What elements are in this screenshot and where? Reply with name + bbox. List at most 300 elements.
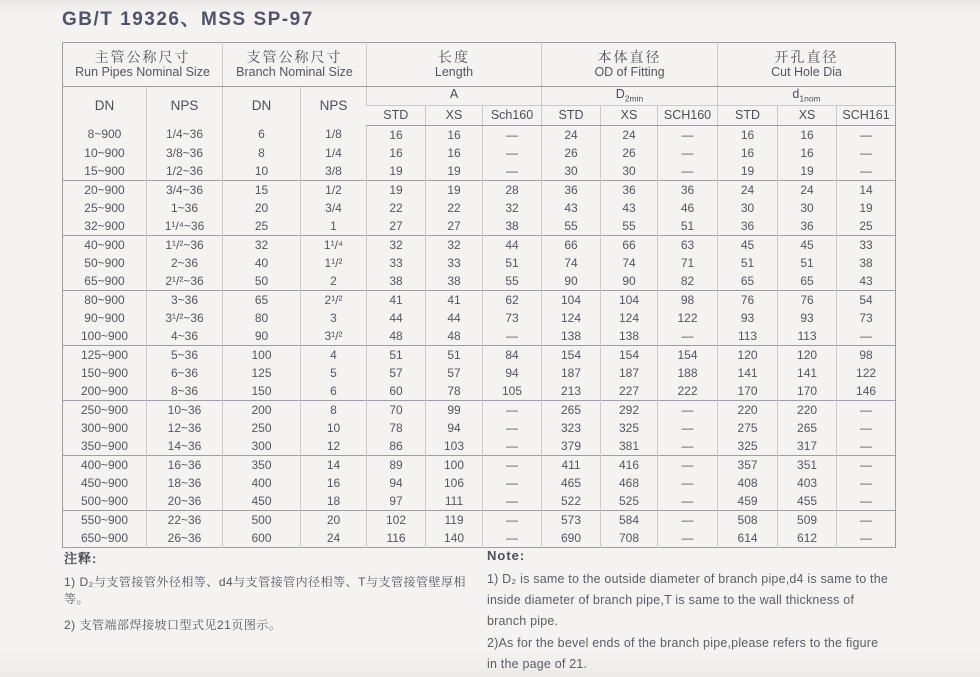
col-header-od-std: STD [542,106,601,126]
table-cell: — [837,474,896,492]
table-cell: 222 [658,382,718,401]
table-cell: 150 [223,382,301,401]
table-row [63,144,896,162]
table-cell: 125~900 [63,346,147,365]
table-cell: 104 [542,291,601,310]
table-cell: 70 [367,401,426,420]
table-row [63,419,896,437]
table-cell: 3¹/² [301,327,367,346]
table-cell: 36 [601,181,658,200]
table-cell: 10~900 [84,145,125,160]
table-cell: 18 [301,492,367,511]
table-cell: 94 [483,364,542,382]
table-cell: 250~900 [63,401,147,420]
table-cell: 403 [778,474,837,492]
table-cell: 113 [778,327,837,346]
table-cell: 10 [301,419,367,437]
table-cell: — [658,419,718,437]
table-cell: 325 [718,437,778,456]
header-cut-hole-en: Cut Hole Dia [771,65,842,80]
table-row [63,401,896,420]
table-cell: 550~900 [63,511,147,530]
table-cell: 119 [426,511,483,530]
col-header-cut-std: STD [718,106,778,126]
table-cell: 15 [223,181,301,200]
table-cell: 416 [601,456,658,475]
table-cell: 76 [778,291,837,310]
table-cell: 51 [426,346,483,365]
table-cell: 30 [718,199,778,217]
table-cell: 2¹/²~36 [147,272,223,291]
table-cell: 187 [601,364,658,382]
table-cell: 227 [601,382,658,401]
table-cell: — [483,456,542,475]
table-cell: 30 [601,162,658,181]
notes-chinese [64,548,474,642]
table-cell: 140 [426,529,483,548]
table-row [63,199,896,217]
table-cell: 6 [301,382,367,401]
table-cell: 22 [367,199,426,217]
table-cell: 381 [601,437,658,456]
table-row [63,327,896,346]
table-cell: 45 [778,236,837,255]
table-cell: 170 [778,382,837,401]
table-cell: 1¹/² [301,254,367,272]
table-cell: 74 [601,254,658,272]
table-cell: 124 [601,309,658,327]
table-row [63,236,896,255]
table-cell: 90 [542,272,601,291]
col-header-branch-dn: DN [223,87,301,126]
table-cell: 450 [223,492,301,511]
table-row [63,162,896,181]
table-cell: 213 [542,382,601,401]
table-cell: 1/4 [301,144,367,162]
table-cell: 6 [223,126,301,145]
table-cell: 73 [837,309,896,327]
table-cell: 74 [542,254,601,272]
col-header-od-sch160: SCH160 [658,106,718,126]
table-cell: 5~36 [147,346,223,365]
table-cell: — [483,126,542,145]
table-cell: 16 [367,144,426,162]
table-cell: 32~900 [84,218,125,233]
col-header-branch-nps: NPS [301,87,367,126]
table-cell: 188 [658,364,718,382]
table-cell: 19 [367,162,426,181]
table-cell: 3 [301,309,367,327]
table-cell: 30 [542,162,601,181]
table-cell: 57 [426,364,483,382]
table-cell: 78 [367,419,426,437]
table-cell: 350~900 [80,438,129,453]
table-cell: — [837,529,896,548]
table-cell: 98 [837,346,896,365]
table-cell: 122 [837,364,896,382]
table-cell: 25~900 [84,200,125,215]
header-cut-hole-cn: 开孔直径 [774,48,839,65]
table-row [63,511,896,530]
table-cell: 10~36 [147,401,223,420]
table-cell: 14 [301,456,367,475]
table-cell: 525 [601,492,658,511]
table-cell: 275 [718,419,778,437]
table-cell: 154 [658,346,718,365]
table-cell: 78 [426,382,483,401]
table-cell: 154 [542,346,601,365]
table-cell: 66 [601,236,658,255]
table-row [63,492,896,511]
table-cell: 32 [483,199,542,217]
table-cell: — [483,162,542,181]
table-cell: 36 [718,217,778,236]
table-cell: 6~36 [147,364,223,382]
table-cell: 351 [778,456,837,475]
table-cell: 122 [658,309,718,327]
table-cell: — [658,456,718,475]
table-cell: 522 [542,492,601,511]
table-cell: 25 [837,217,896,236]
header-run-pipes-cn: 主管公称尺寸 [94,48,191,65]
table-cell: 411 [542,456,601,475]
table-cell: 459 [718,492,778,511]
table-cell: 16 [718,126,778,145]
table-cell: 22 [426,199,483,217]
table-cell: 19 [426,162,483,181]
table-row [63,217,896,236]
pipe-dimension-table [62,42,896,548]
table-cell: 94 [426,419,483,437]
table-cell: 100~900 [80,328,129,343]
table-cell: 100 [223,346,301,365]
table-cell: — [837,126,896,145]
col-header-run-dn: DN [94,98,115,114]
header-od-cn: 本体直径 [597,48,662,65]
table-cell: 8 [223,144,301,162]
table-cell: 24 [778,181,837,200]
table-cell: 28 [483,181,542,200]
table-cell: 32 [223,236,301,255]
table-row [63,474,896,492]
table-cell: — [483,474,542,492]
table-cell: 102 [367,511,426,530]
table-cell: — [483,327,542,346]
table-row [63,437,896,456]
table-cell: 24 [301,529,367,548]
table-cell: — [658,511,718,530]
table-cell: 73 [483,309,542,327]
table-cell: 104 [601,291,658,310]
table-cell: 10 [223,162,301,181]
table-cell: 97 [367,492,426,511]
table-row [63,126,896,145]
table-cell: 150~900 [80,365,129,380]
table-cell: 24 [718,181,778,200]
table-cell: — [483,401,542,420]
table-cell: 455 [778,492,837,511]
table-cell: 32 [426,236,483,255]
table-cell: 265 [778,419,837,437]
table-cell: 3/8~36 [147,144,223,162]
table-cell: 24 [601,126,658,145]
table-row [63,529,896,548]
table-cell: 62 [483,291,542,310]
table-cell: 1 [301,217,367,236]
table-cell: 379 [542,437,601,456]
table-row [63,309,896,327]
table-cell: 16 [778,126,837,145]
table-cell: 19 [718,162,778,181]
table-cell: 38 [367,272,426,291]
table-cell: 33 [837,236,896,255]
header-run-pipes [63,43,223,87]
table-cell: 14~36 [147,437,223,456]
table-cell: 170 [718,382,778,401]
table-cell: 98 [658,291,718,310]
table-cell: 124 [542,309,601,327]
table-cell: 200 [223,401,301,420]
table-cell: 27 [367,217,426,236]
table-cell: 45 [718,236,778,255]
table-cell: — [837,327,896,346]
table-cell: — [483,529,542,548]
table-cell: 38 [837,254,896,272]
table-cell: — [483,144,542,162]
table-cell: 1~36 [147,199,223,217]
header-branch-en: Branch Nominal Size [236,65,353,80]
table-cell: 90 [601,272,658,291]
table-cell: 16 [778,144,837,162]
table-cell: 44 [367,309,426,327]
table-cell: 187 [542,364,601,382]
table-cell: 1¹/⁴ [301,236,367,255]
table-cell: 465 [542,474,601,492]
table-cell: 141 [778,364,837,382]
table-cell: 265 [542,401,601,420]
table-cell: 30 [778,199,837,217]
table-cell: 19 [837,199,896,217]
table-cell: 4~36 [147,327,223,346]
table-cell: 63 [658,236,718,255]
table-row [63,456,896,475]
table-cell: 292 [601,401,658,420]
table-cell: 33 [367,254,426,272]
table-cell: 82 [658,272,718,291]
table-cell: 25 [223,217,301,236]
table-cell: — [658,126,718,145]
table-cell: 38 [426,272,483,291]
table-cell: 20~36 [147,492,223,511]
table-cell: 3/4 [301,199,367,217]
table-cell: 54 [837,291,896,310]
table-cell: 12 [301,437,367,456]
table-cell: 500~900 [80,493,129,508]
table-cell: — [483,437,542,456]
table-cell: 14 [837,181,896,200]
table-cell: 89 [367,456,426,475]
notes-english-item-1: 1) D₂ is same to the outside diameter of branch pipe,d4 is same to the inside diameter of branch pipe,T is same to the wall thickness of branch pipe. [487,572,888,628]
table-cell: 55 [483,272,542,291]
col-header-length-sch160: Sch160 [483,106,542,126]
table-cell: 3~36 [147,291,223,310]
header-branch-cn: 支管公称尺寸 [246,48,343,65]
table-cell: 44 [483,236,542,255]
table-cell: — [837,144,896,162]
table-cell: 508 [718,511,778,530]
table-cell: 300~900 [80,420,129,435]
table-cell: 300 [223,437,301,456]
table-cell: 357 [718,456,778,475]
table-cell: 15~900 [84,163,125,178]
table-cell: 317 [778,437,837,456]
symbol-header-a: A [367,87,542,106]
table-cell: 1/2~36 [147,162,223,181]
table-cell: 48 [367,327,426,346]
table-cell: 32 [367,236,426,255]
table-cell: 43 [601,199,658,217]
table-cell: 3/4~36 [147,181,223,200]
table-cell: 93 [778,309,837,327]
notes-english [487,548,889,676]
col-header-length-std: STD [367,106,426,126]
table-cell: 105 [483,382,542,401]
header-group-row [63,43,896,87]
table-cell: 51 [718,254,778,272]
table-cell: 8~900 [87,127,122,142]
table-cell: 20 [223,199,301,217]
table-cell: 8~36 [147,382,223,401]
table-cell: — [658,437,718,456]
table-cell: 5 [301,364,367,382]
table-cell: 120 [718,346,778,365]
table-cell: 65 [778,272,837,291]
table-cell: 16 [426,144,483,162]
table-cell: 120 [778,346,837,365]
table-cell: 55 [542,217,601,236]
table-cell: — [837,511,896,530]
table-cell: — [483,492,542,511]
table-cell: — [658,474,718,492]
table-cell: 1¹/²~36 [147,236,223,255]
table-row [63,291,896,310]
table-cell: 36 [658,181,718,200]
table-cell: 51 [483,254,542,272]
notes-english-label: Note: [487,548,526,563]
table-cell: — [658,162,718,181]
table-cell: — [837,401,896,420]
table-cell: 86 [367,437,426,456]
table-cell: 12~36 [147,419,223,437]
table-cell: 16 [426,126,483,145]
table-cell: 80~900 [63,291,147,310]
table-cell: 19 [426,181,483,200]
table-cell: 90~900 [84,310,125,325]
table-cell: 8 [301,401,367,420]
table-cell: 450~900 [80,475,129,490]
header-od [542,43,718,87]
table-cell: 1/2 [301,181,367,200]
table-cell: 50~900 [84,255,125,270]
table-row [63,181,896,200]
table-cell: 40 [223,254,301,272]
table-cell: 57 [367,364,426,382]
table-cell: 708 [601,529,658,548]
table-cell: 2¹/² [301,291,367,310]
table-cell: — [658,492,718,511]
symbol-header-d2min: $D_{2min}$ [542,87,718,106]
table-cell: — [483,419,542,437]
table-cell: 48 [426,327,483,346]
table-cell: — [837,437,896,456]
table-cell: 20~900 [63,181,147,200]
table-cell: 90 [223,327,301,346]
col-header-length-xs: XS [426,106,483,126]
table-cell: — [837,419,896,437]
table-cell: 400 [223,474,301,492]
table-cell: 41 [367,291,426,310]
table-cell: 220 [718,401,778,420]
table-cell: 80 [223,309,301,327]
table-cell: 18~36 [147,474,223,492]
table-cell: 3¹/²~36 [147,309,223,327]
table-cell: 24 [542,126,601,145]
table-cell: 600 [223,529,301,548]
table-cell: 76 [718,291,778,310]
table-cell: 94 [367,474,426,492]
table-body [63,126,896,548]
table-cell: 100 [426,456,483,475]
table-cell: 60 [367,382,426,401]
table-cell: 26~36 [147,529,223,548]
table-cell: 43 [542,199,601,217]
table-cell: 50 [223,272,301,291]
col-header-od-xs: XS [601,106,658,126]
table-row [63,346,896,365]
table-cell: 38 [483,217,542,236]
header-run-pipes-en: Run Pipes Nominal Size [75,65,210,80]
table-cell: 51 [367,346,426,365]
table-cell: 350 [223,456,301,475]
table-cell: 4 [301,346,367,365]
table-cell: 612 [778,529,837,548]
table-row [63,364,896,382]
table-cell: 113 [718,327,778,346]
table-cell: 65~900 [84,273,125,288]
notes-english-item-2: 2)As for the bevel ends of the branch pipe,please refers to the figure in the page of 21. [487,636,879,671]
table-cell: 99 [426,401,483,420]
table-cell: 141 [718,364,778,382]
header-cut-hole [718,43,896,87]
table-cell: 19 [367,181,426,200]
table-cell: 66 [542,236,601,255]
table-cell: 93 [718,309,778,327]
table-cell: 26 [601,144,658,162]
table-row [63,254,896,272]
table-cell: 2 [301,272,367,291]
table-cell: 103 [426,437,483,456]
table-cell: 200~900 [80,383,129,398]
table-cell: — [483,511,542,530]
header-length [367,43,542,87]
table-cell: 36 [542,181,601,200]
table-cell: 40~900 [63,236,147,255]
table-cell: 146 [837,382,896,401]
table-cell: 125 [223,364,301,382]
header-branch [223,43,367,87]
notes-chinese-label: 注释: [64,551,98,566]
notes-chinese-item-1: 1) D₂与支管接管外径相等、d4与支管接管内径相等、T与支管接管壁厚相等。 [64,575,467,606]
